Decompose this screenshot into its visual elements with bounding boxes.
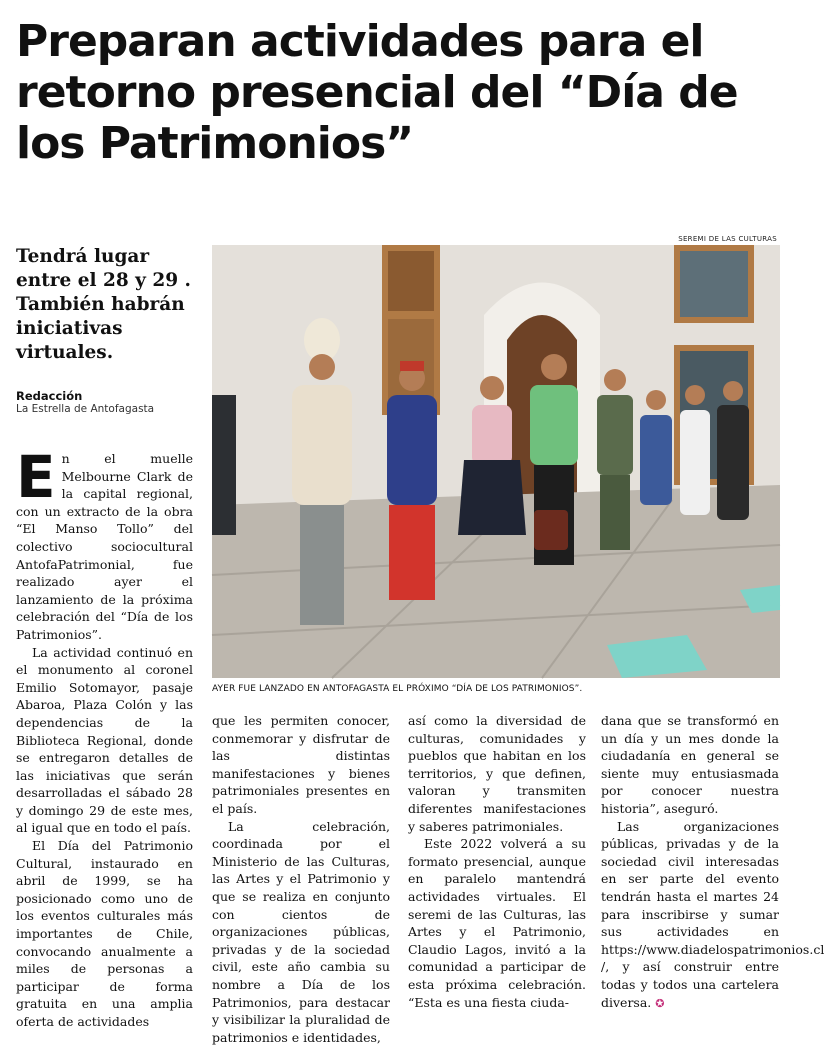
body-column-3 (408, 712, 586, 1011)
byline-organization: La Estrella de Antofagasta (16, 403, 155, 415)
body-column-4 (601, 712, 824, 1012)
byline-author: Redacción (16, 389, 83, 403)
body-paragraph-5: Este 2022 volverá a su formato presencial, aunque en paralelo mantendrá actividades virtuales. El seremi de las Culturas, las Artes y el Patrimonio, Claudio Lagos, invitó a la comunidad a participar de esta próxima celebración. “Esta es una fiesta ciuda- (408, 836, 586, 1010)
body-column-2 (212, 712, 390, 1046)
article-photo (212, 245, 780, 678)
body-paragraph-6: Las organizaciones públicas, privadas y de la sociedad civil interesadas en ser parte del evento tendrán hasta el martes 24 para inscribirse y sumar sus actividades en https://www.diadelospatrimonios.cl /, y así construir entre todas y todos una cartelera diversa. (601, 818, 824, 1010)
headline: Preparan actividades para el retorno presencial del “Día de los Patrimonios” (16, 16, 738, 169)
byline (16, 389, 201, 416)
body-paragraph-4-continued: así como la diversidad de culturas, comunidades y pueblos que habitan en los territorios, y que definen, valoran y transmiten diferentes manifestaciones y saberes patrimoniales. (408, 713, 586, 834)
body-paragraph-2: La actividad continuó en el monumento al coronel Emilio Sotomayor, pasaje Abaroa, Plaza Colón y las dependencias de la Biblioteca Regional, donde se entregaron detalles de las iniciativas que serán desarrolladas el sábado 28 y domingo 29 de este mes, al igual que en todo el país. (16, 644, 193, 836)
photo-credit: SEREMI DE LAS CULTURAS (678, 235, 777, 243)
end-mark-icon: ✪ (655, 996, 665, 1010)
body-paragraph-3-continued: que les permiten conocer, conmemorar y disfrutar de las distintas manifestaciones y bienes patrimoniales presentes en el país. (212, 713, 390, 816)
body-paragraph-1: n el muelle Melbourne Clark de la capital regional, con un extracto de la obra “El Manso Tollo” del colectivo sociocultural AntofaPatrimonial, fue realizado ayer el lanzamiento de la próxima celebración del “Día de los Patrimonios”. (16, 451, 193, 642)
body-paragraph-3: El Día del Patrimonio Cultural, instaurado en abril de 1999, se ha posicionado como uno de los eventos culturales más importantes de Chile, convocando anualmente a miles de personas a participar de forma gratuita en una amplia oferta de actividades (16, 838, 193, 1029)
deck-subheadline: Tendrá lugar entre el 28 y 29 . También habrán iniciativas virtuales. (16, 246, 191, 363)
body-paragraph-5-continued: dana que se transformó en un día y un mes donde la ciudadanía en general se siente muy entusiasmada por conocer nuestra historia”, aseguró. (601, 713, 779, 816)
photo-caption: AYER FUE LANZADO EN ANTOFAGASTA EL PRÓXIMO “DÍA DE LOS PATRIMONIOS”. (212, 684, 583, 694)
body-column-1 (16, 443, 193, 1031)
drop-cap: E (16, 443, 56, 511)
body-paragraph-4: La celebración, coordinada por el Ministerio de las Culturas, las Artes y el Patrimonio y que se realiza en conjunto con cientos de organizaciones públicas, privadas y de la sociedad civil, este año cambia su nombre a Día de los Patrimonios, para destacar y visibilizar la pluralidad de patrimonios e identidades, (212, 818, 390, 1045)
